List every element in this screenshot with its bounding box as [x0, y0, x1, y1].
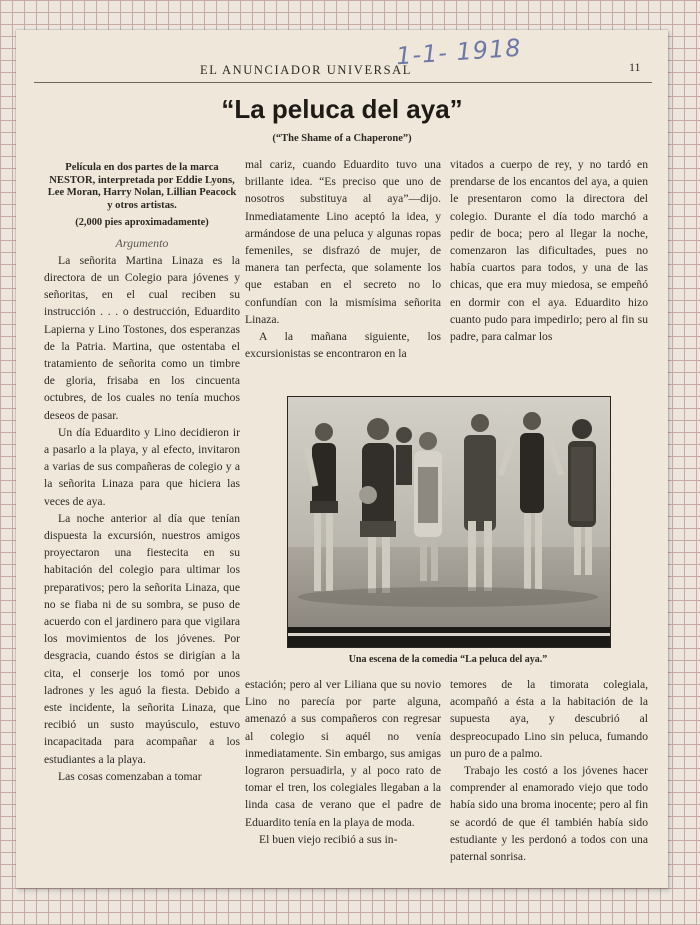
handwritten-date: 1-1- 1918: [395, 33, 523, 71]
paragraph: La señorita Martina Linaza es la directora de un Colegio para jóvenes y señoritas, en el cual reciben su instrucción . . . o destrucción, Eduardito Lapierna y Lino Tostones, dos esperanzas de la Patria. Martina, que ostentaba el tratamiento de señorita como un timbre de gloria, frisaba en los cincuenta octubres, de los cuales no tenía muchos deseos de pasar.: [44, 253, 240, 422]
paragraph: temores de la timorata colegiala, acompañó a ésta a la habitación de la supuesta aya, y descubrió al despreocupado Lino sin peluca, fumando un puro de a palmo.: [450, 678, 648, 760]
column-1: [44, 162, 240, 785]
paragraph: Un día Eduardito y Lino decidieron ir a pasarlo a la playa, y al efecto, invitaron a varias de sus compañeras de colegio y a la señorita Linaza para que hiciera las veces de aya.: [44, 425, 240, 508]
page-number: 11: [629, 60, 641, 74]
photo-illustration: [288, 397, 610, 647]
column-3-bottom: [450, 676, 648, 865]
column-3-top: [450, 156, 648, 345]
paragraph: estación; pero al ver Liliana que su novio Lino no parecía por parte alguna, amenazó a sus compañeros con regresar al colegio si aquél no venía inmediatamente. Sin embargo, sus amigas lograron persuadirla, y al poco rato de tomar el tren, los colegiales llegaban a la linda casa de verano que el padre de Eduardito tenía en la playa de moda.: [245, 678, 441, 829]
paragraph: La noche anterior al día que tenían dispuesta la excursión, nuestros amigos proyectaron una fiestecita en su habitación del colegio para ultimar los preparativos; pero la señorita Linaza, que no se fiaba ni de su sombra, se puso de acuerdo con el jardinero para que vigilara los movimientos de los jóvenes. Por desgracia, cuando éstos se dirigían a la cita, el conserje los tomó por unos ladrones y les aguó la fiesta. Debido a este incidente, la señorita Linaza, que recibió un susto mayúsculo, estuvo incapacitada para acompañar a los estudiantes a la playa.: [44, 511, 240, 766]
paragraph: Las cosas comenzaban a tomar: [58, 769, 202, 783]
header-rule: [34, 82, 652, 83]
photo-caption: Una escena de la comedia “La peluca del aya.”: [348, 654, 548, 665]
beach-scene-photo: [287, 396, 611, 648]
publication-header: EL ANUNCIADOR UNIVERSAL: [200, 63, 413, 77]
article-subtitle: (“The Shame of a Chaperone”): [272, 133, 412, 144]
paragraph: A la mañana siguiente, los excursionistas se encontraron en la: [245, 330, 441, 361]
column-2-bottom: [245, 676, 441, 848]
paragraph: mal cariz, cuando Eduardito tuvo una brillante idea. “Es preciso que uno de nosotros substituya al aya”—dijo. Inmediatamente Lino aceptó la idea, y armándose de una peluca y algunas ropas femeniles, se disfrazó de mujer, de manera tan perfecta, que solamente los que estaban en el secreto no lo confundían con la mismísima señorita Linaza.: [245, 158, 441, 326]
paragraph: Trabajo les costó a los jóvenes hacer comprender al enamorado viejo que todo había sido una broma inocente; pero al fin se acordó de que él también había sido estudiante y les perdonó a todos con una paternal sonrisa.: [450, 764, 648, 864]
paragraph: El buen viejo recibió a sus in-: [259, 832, 398, 846]
article-title: “La peluca del aya”: [221, 94, 463, 124]
clipping-page: [16, 30, 668, 888]
section-heading: Argumento: [115, 235, 169, 250]
column-2-top: [245, 156, 441, 362]
paragraph: vitados a cuerpo de rey, y no tardó en prendarse de los encantos del aya, a quien le presentaron como la directora del colegio. Durante el día todo marchó a pedir de boca; pero al llegar la noche, comenzaron las dificultades, pues no había cuartos para todos, y una de las chicas, que era muy miedosa, se empeñó en dormir con el aya. Eduardito hizo cuanto pudo para impedirlo; pero al fin su padre, para calmar los: [450, 158, 648, 344]
film-length: (2,000 pies aproximadamente): [75, 217, 209, 229]
film-intro: Película en dos partes de la marca NESTOR, interpretada por Eddie Lyons, Lee Moran, Harry Nolan, Lillian Peacock y otros artistas.: [47, 162, 237, 211]
